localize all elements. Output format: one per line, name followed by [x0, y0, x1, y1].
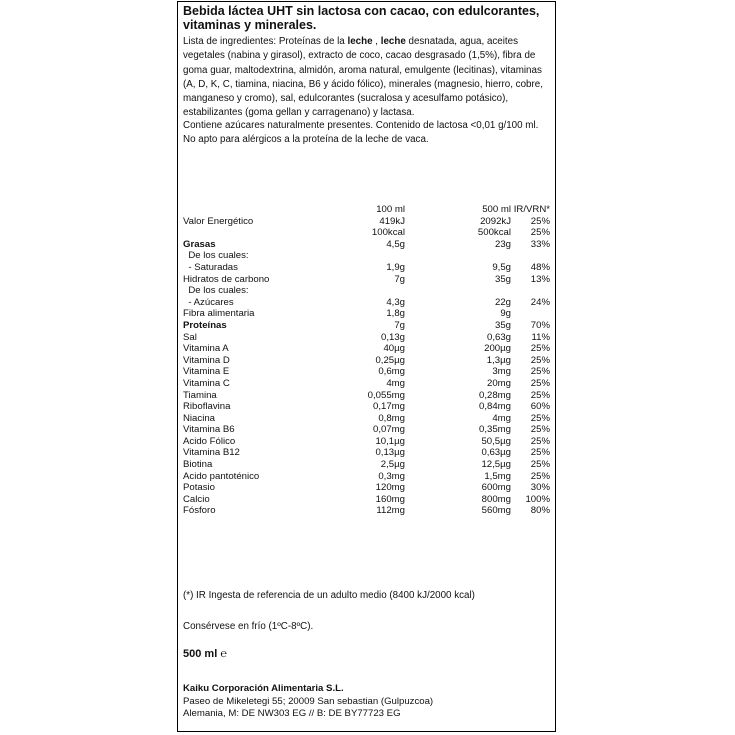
nutrition-row — [183, 332, 553, 344]
value-100ml: 1,8g — [386, 308, 405, 320]
product-title: Bebida láctea UHT sin lactosa con cacao, con edulcorantes, vitaminas y minerales. — [183, 4, 540, 32]
company-name: Kaiku Corporación Alimentaria S.L. — [183, 683, 344, 694]
ingredients-rest: desnatada, agua, aceites vegetales (nabina y girasol), extracto de coco, cacao desgrasado (1,5%), fibra de goma guar, maltodextrina, almidón, aroma natural, emulgente (lecitinas), vitaminas (A, D, K, C, tiamina, niacina, B6 y ácido fólico), minerales (magnesio, hierro, cobre, manganeso y cromo), sal, edulcorantes (sucralosa y acesulfamo potásico), estabilizantes (goma gellan y carragenano) y lactasa. — [183, 36, 543, 119]
nutrition-row — [183, 216, 553, 228]
ingredients-sep: , — [372, 36, 381, 47]
value-100ml: 0,6mg — [378, 366, 405, 378]
value-500ml: 23g — [494, 238, 511, 250]
nutrient-name: Biotina — [183, 459, 213, 471]
value-ir: 25% — [530, 366, 550, 378]
nutrient-name: Vitamina E — [183, 366, 230, 378]
nutrient-name: Fibra alimentaria — [183, 308, 255, 320]
value-100ml: 419kJ — [379, 215, 405, 227]
value-100ml: 10,1µg — [375, 435, 405, 447]
nutrient-name: Potasio — [183, 482, 215, 494]
value-ir: 60% — [530, 401, 550, 413]
nutrient-name: Riboflavina — [183, 401, 231, 413]
nutrient-name: Grasas — [183, 238, 216, 250]
footnote-ir: (*) IR Ingesta de referencia de un adulto medio (8400 kJ/2000 kcal) — [183, 590, 475, 601]
ingredients-prefix: Lista de ingredientes: Proteínas de la — [183, 36, 348, 47]
nutrition-row — [183, 447, 553, 459]
value-500ml: 3mg — [492, 366, 511, 378]
value-500ml: 9g — [500, 308, 511, 320]
value-500ml: 20mg — [487, 377, 511, 389]
value-100ml: 0,17mg — [373, 401, 405, 413]
value-100ml: 2,5µg — [380, 459, 405, 471]
value-500ml: 9,5g — [492, 261, 511, 273]
nutrition-row — [183, 436, 553, 448]
value-100ml: 0,8mg — [378, 412, 405, 424]
value-ir: 25% — [530, 354, 550, 366]
nutrition-row — [183, 366, 553, 378]
nutrient-name: Niacina — [183, 412, 215, 424]
value-500ml: 1,5mg — [484, 470, 511, 482]
value-ir: 25% — [530, 459, 550, 471]
value-ir: 25% — [530, 343, 550, 355]
net-volume — [183, 648, 227, 661]
value-500ml: 600mg — [481, 482, 511, 494]
nutrition-row — [183, 308, 553, 320]
company-registry: Alemania, M: DE NW303 EG // B: DE BY77723 EG — [183, 708, 401, 719]
value-500ml: 0,84mg — [479, 401, 511, 413]
value-100ml: 7g — [394, 319, 405, 331]
nutrition-row — [183, 413, 553, 425]
value-500ml: 35g — [494, 319, 511, 331]
ingredients-list — [183, 35, 553, 121]
nutrient-name: De los cuales: — [183, 285, 249, 297]
nutrient-name: Calcio — [183, 493, 210, 505]
value-100ml: 0,055mg — [367, 389, 405, 401]
value-ir: 25% — [530, 435, 550, 447]
value-ir: 100% — [525, 493, 550, 505]
nutrition-row — [183, 285, 553, 297]
value-500ml: 500kcal — [477, 227, 511, 239]
value-ir: 25% — [530, 412, 550, 424]
value-ir: 25% — [530, 389, 550, 401]
value-ir: 25% — [530, 215, 550, 227]
value-ir: 11% — [531, 331, 550, 343]
nutrition-header — [183, 204, 553, 216]
value-ir: 30% — [530, 482, 550, 494]
value-100ml: 4,5g — [386, 238, 405, 250]
nutrient-name: Acido pantoténico — [183, 470, 260, 482]
nutrient-name: Vitamina B6 — [183, 424, 235, 436]
value-ir: 33% — [530, 238, 550, 250]
nutrition-row — [183, 378, 553, 390]
header-100ml: 100 ml — [376, 204, 405, 215]
header-500ml: 500 ml — [482, 204, 511, 215]
value-500ml: 560mg — [481, 505, 511, 517]
nutrition-row — [183, 505, 553, 517]
value-500ml: 50,5µg — [481, 435, 511, 447]
value-500ml: 800mg — [481, 493, 511, 505]
note-allergy: No apto para alérgicos a la proteína de la leche de vaca. — [183, 134, 429, 146]
nutrition-row — [183, 297, 553, 309]
nutrition-row — [183, 482, 553, 494]
value-500ml: 22g — [494, 296, 511, 308]
allergen-milk: leche — [347, 36, 373, 47]
value-100ml: 40µg — [383, 343, 405, 355]
value-100ml: 0,13µg — [375, 447, 405, 459]
nutrient-name: De los cuales: — [183, 250, 249, 262]
nutrition-row — [183, 355, 553, 367]
value-100ml: 0,3mg — [378, 470, 405, 482]
nutrition-row — [183, 274, 553, 286]
nutrition-row — [183, 471, 553, 483]
nutrient-name: Sal — [183, 331, 197, 343]
value-100ml: 100kcal — [371, 227, 405, 239]
value-100ml: 0,07mg — [373, 424, 405, 436]
value-100ml: 7g — [394, 273, 405, 285]
nutrition-table — [183, 204, 553, 517]
value-500ml: 0,28mg — [479, 389, 511, 401]
volume-value: 500 ml — [183, 648, 218, 660]
value-ir: 70% — [530, 319, 550, 331]
nutrient-name: Vitamina A — [183, 343, 229, 355]
nutrition-row — [183, 320, 553, 332]
value-100ml: 0,13g — [380, 331, 405, 343]
nutrient-name: Vitamina C — [183, 377, 230, 389]
value-ir: 48% — [530, 261, 550, 273]
value-500ml: 35g — [494, 273, 511, 285]
company-address: Paseo de Mikeletegi 55; 20009 San sebastian (Gulpuzcoa) — [183, 695, 434, 707]
company-info — [183, 683, 433, 721]
note-sugar-lactose: Contiene azúcares naturalmente presentes. Contenido de lactosa <0,01 g/100 ml. — [183, 120, 539, 131]
value-500ml: 1,3µg — [486, 354, 511, 366]
value-100ml: 4,3g — [386, 296, 405, 308]
nutrient-name: - Azúcares — [183, 296, 234, 308]
value-500ml: 4mg — [492, 412, 511, 424]
value-500ml: 2092kJ — [480, 215, 511, 227]
nutrient-name: Hidratos de carbono — [183, 273, 270, 285]
value-ir: 25% — [530, 377, 550, 389]
nutrition-row — [183, 401, 553, 413]
value-500ml: 0,63g — [486, 331, 511, 343]
nutrition-row — [183, 424, 553, 436]
nutrition-row — [183, 239, 553, 251]
value-500ml: 12,5µg — [481, 459, 511, 471]
value-100ml: 112mg — [376, 505, 405, 517]
value-500ml: 200µg — [484, 343, 511, 355]
value-ir: 25% — [530, 470, 550, 482]
nutrition-row — [183, 250, 553, 262]
label-panel — [177, 1, 556, 732]
value-100ml: 120mg — [375, 482, 405, 494]
nutrient-name: Fósforo — [183, 505, 216, 517]
nutrition-row — [183, 459, 553, 471]
nutrition-row — [183, 494, 553, 506]
nutrient-name: Valor Energético — [183, 215, 254, 227]
nutrition-row — [183, 343, 553, 355]
nutrient-name: Vitamina B12 — [183, 447, 240, 459]
value-ir: 25% — [530, 424, 550, 436]
value-ir: 13% — [530, 273, 550, 285]
value-ir: 24% — [530, 296, 550, 308]
value-100ml: 4mg — [386, 377, 405, 389]
value-ir: 80% — [530, 505, 550, 517]
header-ir: IR/VRN* — [513, 204, 550, 215]
value-500ml: 0,35mg — [479, 424, 511, 436]
nutrient-name: Tiamina — [183, 389, 217, 401]
nutrition-row — [183, 390, 553, 402]
nutrition-row — [183, 262, 553, 274]
value-100ml: 160mg — [375, 493, 405, 505]
allergen-milk-2: leche — [380, 36, 406, 47]
value-100ml: 1,9g — [386, 261, 405, 273]
estimated-sign-icon: ℮ — [220, 648, 227, 660]
notes — [183, 119, 553, 148]
value-ir: 25% — [530, 227, 550, 239]
nutrient-name: Vitamina D — [183, 354, 230, 366]
nutrient-name: Proteínas — [183, 319, 227, 331]
nutrient-name: Acido Fólico — [183, 435, 236, 447]
value-ir: 25% — [530, 447, 550, 459]
value-100ml: 0,25µg — [375, 354, 405, 366]
storage-instructions: Consérvese en frío (1ºC-8ºC). — [183, 621, 314, 632]
nutrition-row — [183, 227, 553, 239]
nutrient-name: - Saturadas — [183, 261, 238, 273]
value-500ml: 0,63µg — [481, 447, 511, 459]
